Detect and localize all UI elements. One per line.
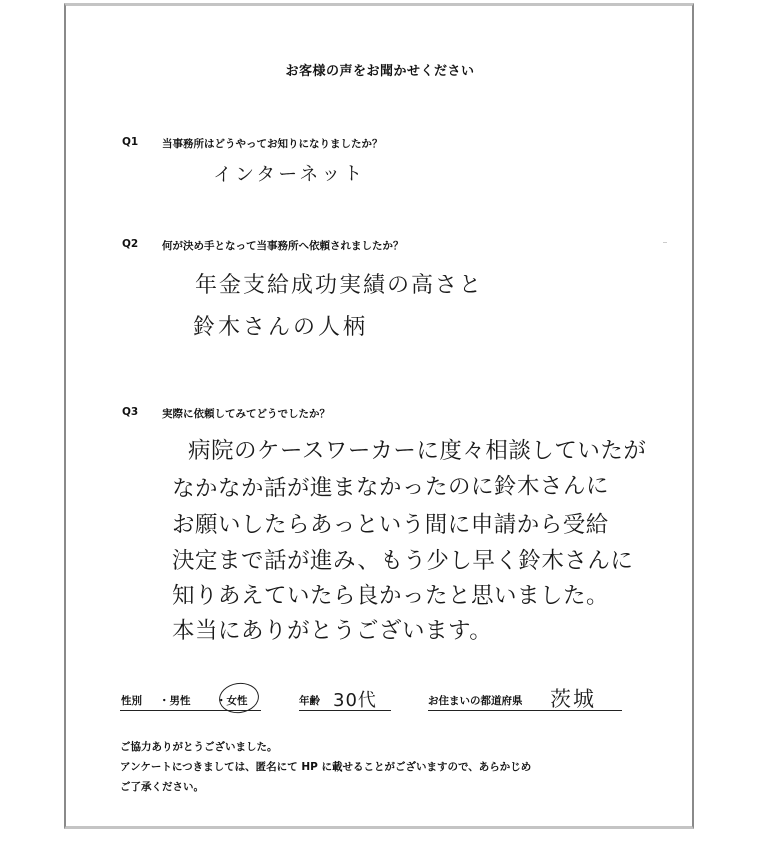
answer-3-line-3: お願いしたらあっという間に申請から受給 [172, 512, 609, 538]
gender-option-male: ・男性 [159, 695, 191, 707]
answer-3-line-4: 決定まで話が進み、もう少し早く鈴木さんに [172, 548, 634, 574]
closing-thanks: ご協力ありがとうございました。 [120, 741, 278, 753]
prefecture-label: お住まいの都道府県 [428, 695, 523, 707]
prefecture-underline [428, 710, 622, 711]
question-3-number: Q3 [122, 406, 139, 418]
answer-3-line-1: 病院のケースワーカーに度々相談していたが [188, 438, 647, 464]
gender-label: 性別 [121, 695, 142, 707]
question-1-text: 当事務所はどうやってお知りになりましたか？ [162, 138, 383, 150]
age-value-handwritten: 30代 [333, 690, 377, 711]
question-3-text: 実際に依頼してみてどうでしたか？ [162, 408, 330, 420]
prefecture-value-handwritten: 茨城 [550, 687, 596, 711]
closing-notice: アンケートにつきましては、匿名にて HP に載せることがございますので、あらかじめ [120, 761, 532, 773]
answer-1-handwritten: インターネット [212, 162, 366, 186]
closing-request: ご了承ください。 [120, 781, 204, 793]
question-1-number: Q1 [122, 136, 139, 148]
answer-2-line-1: 年金支給成功実績の高さと [195, 273, 484, 298]
age-label: 年齢 [299, 695, 320, 707]
scan-speck [663, 242, 667, 243]
answer-2-line-2: 鈴木さんの人柄 [193, 315, 369, 340]
form-title: お客様の声をお聞かせください [285, 64, 475, 79]
answer-3-line-2: なかなか話が進まなかったのに鈴木さんに [171, 472, 610, 502]
answer-3-line-6: 本当にありがとうございます。 [172, 618, 493, 644]
age-underline [299, 710, 391, 711]
gender-underline [120, 710, 261, 711]
gender-option-female: ・女性 [216, 695, 248, 707]
question-2-text: 何が決め手となって当事務所へ依頼されましたか？ [162, 240, 404, 252]
question-2-number: Q2 [122, 238, 139, 250]
answer-3-line-5: 知りあえていたら良かったと思いました。 [172, 583, 610, 609]
